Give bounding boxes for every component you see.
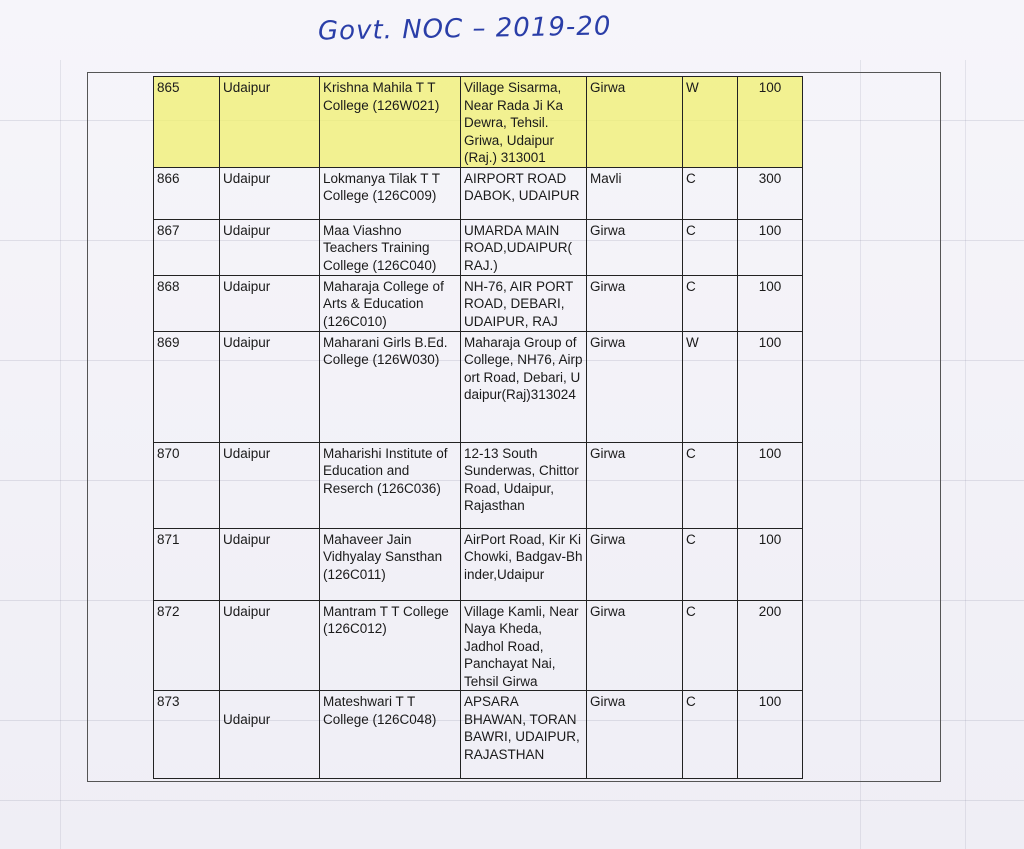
- tehsil: Girwa: [587, 219, 683, 275]
- table-row: [154, 77, 803, 168]
- table-row: [154, 167, 803, 219]
- college-type: W: [683, 77, 738, 168]
- serial-number: 871: [154, 528, 220, 600]
- college-type: C: [683, 528, 738, 600]
- serial-number: 867: [154, 219, 220, 275]
- tehsil: Girwa: [587, 275, 683, 331]
- table-row: [154, 275, 803, 331]
- serial-number: 868: [154, 275, 220, 331]
- college-name: Mahaveer Jain Vidhyalay Sansthan (126C011): [320, 528, 461, 600]
- tehsil: Girwa: [587, 442, 683, 528]
- address: APSARA BHAWAN, TORAN BAWRI, UDAIPUR, RAJASTHAN: [461, 691, 587, 779]
- tehsil: Girwa: [587, 600, 683, 691]
- college-type: C: [683, 219, 738, 275]
- seats: 100: [738, 275, 803, 331]
- bleed-vline: [965, 60, 966, 849]
- address: Village Kamli, Near Naya Kheda, Jadhol Road, Panchayat Nai, Tehsil Girwa: [461, 600, 587, 691]
- district: Udaipur: [220, 442, 320, 528]
- seats: 200: [738, 600, 803, 691]
- college-name: Mantram T T College (126C012): [320, 600, 461, 691]
- table-row: [154, 691, 803, 779]
- seats: 100: [738, 528, 803, 600]
- table-row: [154, 528, 803, 600]
- seats: 100: [738, 219, 803, 275]
- address: NH-76, AIR PORT ROAD, DEBARI, UDAIPUR, RAJ: [461, 275, 587, 331]
- district: [220, 691, 320, 779]
- bleed-line: [0, 800, 1024, 801]
- tehsil: Girwa: [587, 691, 683, 779]
- college-type: C: [683, 600, 738, 691]
- address: 12-13 South Sunderwas, Chittor Road, Udaipur, Rajasthan: [461, 442, 587, 528]
- district: Udaipur: [220, 528, 320, 600]
- address: Maharaja Group of College, NH76, Airport Road, Debari, Udaipur(Raj)313024: [461, 331, 587, 442]
- serial-number: 870: [154, 442, 220, 528]
- district-label: Udaipur: [223, 712, 271, 727]
- tehsil: Girwa: [587, 77, 683, 168]
- seats: 100: [738, 77, 803, 168]
- tehsil: Girwa: [587, 331, 683, 442]
- table-row: [154, 442, 803, 528]
- college-type: C: [683, 691, 738, 779]
- bleed-vline: [60, 60, 61, 849]
- college-type: W: [683, 331, 738, 442]
- college-name: Krishna Mahila T T College (126W021): [320, 77, 461, 168]
- college-name: Maa Viashno Teachers Training College (126C040): [320, 219, 461, 275]
- college-name: Mateshwari T T College (126C048): [320, 691, 461, 779]
- serial-number: 866: [154, 167, 220, 219]
- district: Udaipur: [220, 600, 320, 691]
- tehsil: Girwa: [587, 528, 683, 600]
- district: Udaipur: [220, 219, 320, 275]
- district: Udaipur: [220, 77, 320, 168]
- table-row: [154, 600, 803, 691]
- college-name: Lokmanya Tilak T T College (126C009): [320, 167, 461, 219]
- seats: 100: [738, 331, 803, 442]
- address: Village Sisarma, Near Rada Ji Ka Dewra, Tehsil. Griwa, Udaipur (Raj.) 313001: [461, 77, 587, 168]
- serial-number: 873: [154, 691, 220, 779]
- tehsil: Mavli: [587, 167, 683, 219]
- district: Udaipur: [220, 167, 320, 219]
- address: UMARDA MAIN ROAD,UDAIPUR( RAJ.): [461, 219, 587, 275]
- district: Udaipur: [220, 275, 320, 331]
- college-name: Maharishi Institute of Education and Reserch (126C036): [320, 442, 461, 528]
- college-type: C: [683, 167, 738, 219]
- serial-number: 869: [154, 331, 220, 442]
- college-type: C: [683, 442, 738, 528]
- college-name: Maharani Girls B.Ed. College (126W030): [320, 331, 461, 442]
- table-row: [154, 331, 803, 442]
- address: AirPort Road, Kir Ki Chowki, Badgav-Bhinder,Udaipur: [461, 528, 587, 600]
- serial-number: 865: [154, 77, 220, 168]
- table-row: [154, 219, 803, 275]
- college-name: Maharaja College of Arts & Education (126C010): [320, 275, 461, 331]
- district: Udaipur: [220, 331, 320, 442]
- college-type: C: [683, 275, 738, 331]
- seats: 100: [738, 691, 803, 779]
- address: AIRPORT ROAD DABOK, UDAIPUR: [461, 167, 587, 219]
- handwritten-header: Govt. NOC – 2019-20: [317, 11, 612, 47]
- serial-number: 872: [154, 600, 220, 691]
- seats: 300: [738, 167, 803, 219]
- seats: 100: [738, 442, 803, 528]
- noc-table: [153, 76, 803, 779]
